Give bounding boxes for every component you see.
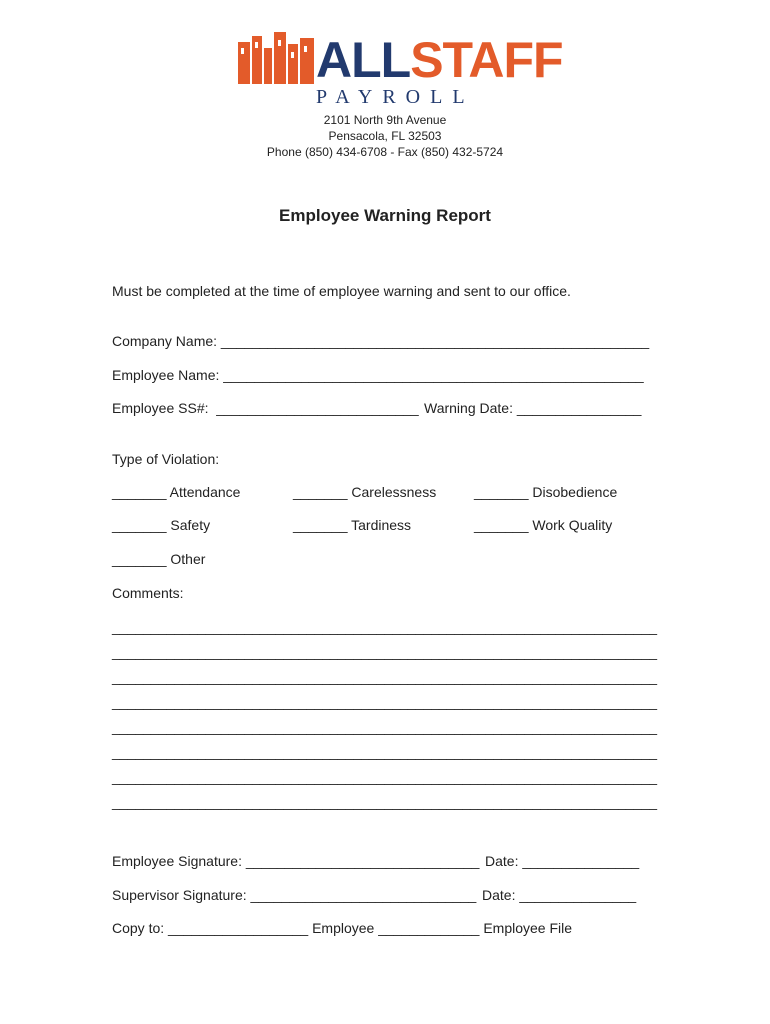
company-name-field[interactable]: Company Name: _______________________________________________________: [112, 333, 650, 349]
comments-label: Comments:: [112, 585, 184, 601]
employee-ss-field[interactable]: Employee SS#: __________________________: [112, 400, 419, 416]
page-title: Employee Warning Report: [279, 206, 491, 225]
comment-line[interactable]: ______________________________________________________________________: [112, 669, 658, 685]
logo-all-text: ALL: [316, 32, 411, 88]
instructions-text: Must be completed at the time of employee warning and sent to our office.: [112, 283, 571, 299]
employee-signature-date-field[interactable]: Date: _______________: [485, 853, 640, 869]
comment-line[interactable]: ______________________________________________________________________: [112, 769, 658, 785]
violation-carelessness[interactable]: _______ Carelessness: [293, 484, 437, 500]
violation-work-quality[interactable]: _______ Work Quality: [474, 517, 613, 533]
comment-line[interactable]: ______________________________________________________________________: [112, 619, 658, 635]
violation-other[interactable]: _______ Other: [112, 551, 206, 567]
comment-line[interactable]: ______________________________________________________________________: [112, 744, 658, 760]
violation-attendance[interactable]: _______ Attendance: [112, 484, 241, 500]
address-line-1: 2101 North 9th Avenue: [323, 113, 447, 127]
employee-name-field[interactable]: Employee Name: ______________________________________________________: [112, 367, 644, 383]
allstaff-logo: [238, 30, 563, 110]
address-line-3: Phone (850) 434-6708 - Fax (850) 432-5724: [266, 145, 504, 159]
violation-safety[interactable]: _______ Safety: [112, 517, 211, 533]
comment-line[interactable]: ______________________________________________________________________: [112, 644, 658, 660]
employee-signature-field[interactable]: Employee Signature: ______________________________: [112, 853, 480, 869]
violation-disobedience[interactable]: _______ Disobedience: [474, 484, 618, 500]
logo-staff-text: STAFF: [410, 32, 563, 88]
company-address: [0, 112, 770, 160]
address-line-2: Pensacola, FL 32503: [328, 129, 442, 143]
warning-date-field[interactable]: Warning Date: ________________: [424, 400, 642, 416]
logo-payroll-text: PAYROLL: [316, 86, 475, 108]
supervisor-signature-date-field[interactable]: Date: _______________: [482, 887, 637, 903]
skyline-icon: [238, 32, 316, 88]
comment-line[interactable]: ______________________________________________________________________: [112, 719, 658, 735]
violation-tardiness[interactable]: _______ Tardiness: [293, 517, 412, 533]
violation-type-label: Type of Violation:: [112, 451, 220, 467]
comment-line[interactable]: ______________________________________________________________________: [112, 694, 658, 710]
supervisor-signature-field[interactable]: Supervisor Signature: _____________________________: [112, 887, 477, 903]
comment-line[interactable]: ______________________________________________________________________: [112, 794, 658, 810]
copy-to-field[interactable]: Copy to: __________________ Employee _____________ Employee File: [112, 920, 573, 936]
logo-wordmark: [316, 32, 563, 88]
